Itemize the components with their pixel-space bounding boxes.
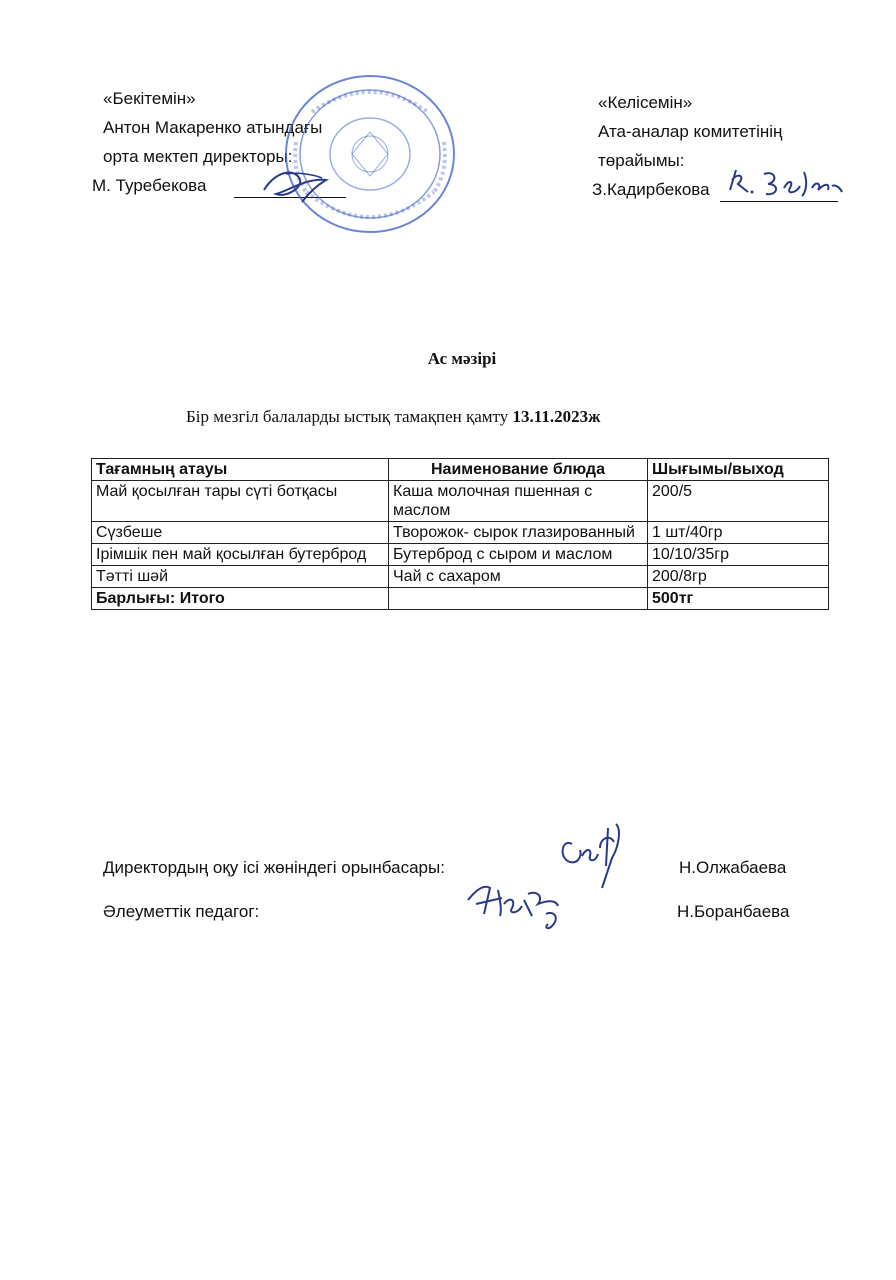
dish-yield: 200/8гр xyxy=(648,566,829,588)
total-amount: 500тг xyxy=(648,588,829,610)
header-yield: Шығымы/выход xyxy=(648,459,829,481)
table-row xyxy=(92,522,829,544)
school-stamp-seal xyxy=(282,72,458,236)
deputy-role: Директордың оқу ісі жөніндегі орынбасары: xyxy=(103,858,445,877)
dish-yield: 200/5 xyxy=(648,481,829,522)
total-empty xyxy=(389,588,648,610)
table-row xyxy=(92,481,829,522)
dish-ru: Каша молочная пшенная с маслом xyxy=(389,481,648,522)
menu-title: Ас мәзірі xyxy=(427,349,497,368)
approve-name: М. Туребекова xyxy=(92,176,207,195)
social-name: Н.Боранбаева xyxy=(677,902,790,921)
dish-yield: 10/10/35гр xyxy=(648,544,829,566)
menu-table xyxy=(91,458,829,610)
header-dish-ru: Наименование блюда xyxy=(389,459,648,481)
dish-kz: Тәтті шәй xyxy=(92,566,389,588)
dish-kz: Ірімшік пен май қосылған бутерброд xyxy=(92,544,389,566)
subtitle-text: Бір мезгіл балаларды ыстық тамақпен қамту xyxy=(186,407,509,426)
agree-line1: Ата-аналар комитетінің xyxy=(598,122,783,141)
deputy-name: Н.Олжабаева xyxy=(679,858,787,877)
dish-kz: Май қосылған тары сүті ботқасы xyxy=(92,481,389,522)
subtitle-date: 13.11.2023ж xyxy=(512,407,601,426)
table-header-row xyxy=(92,459,829,481)
approve-line2: орта мектеп директоры: xyxy=(103,147,293,166)
dish-ru: Бутерброд с сыром и маслом xyxy=(389,544,648,566)
social-signature xyxy=(462,870,578,934)
table-total-row xyxy=(92,588,829,610)
menu-subtitle xyxy=(186,407,600,427)
agree-line2: төрайымы: xyxy=(598,151,685,170)
dish-ru: Творожок- сырок глазированный xyxy=(389,522,648,544)
dish-kz: Сүзбеше xyxy=(92,522,389,544)
table-row xyxy=(92,566,829,588)
dish-yield: 1 шт/40гр xyxy=(648,522,829,544)
total-label: Барлығы: Итого xyxy=(92,588,389,610)
table-row xyxy=(92,544,829,566)
agree-heading: «Келісемін» xyxy=(598,93,693,112)
director-signature xyxy=(256,160,336,206)
approve-heading: «Бекітемін» xyxy=(103,89,196,108)
approve-line1: Антон Макаренко атындағы xyxy=(103,118,323,137)
committee-signature xyxy=(724,162,848,204)
header-dish-kz: Тағамның атауы xyxy=(92,459,389,481)
agree-name: З.Кадирбекова xyxy=(592,180,710,199)
dish-ru: Чай с сахаром xyxy=(389,566,648,588)
social-role: Әлеуметтік педагог: xyxy=(103,902,260,921)
